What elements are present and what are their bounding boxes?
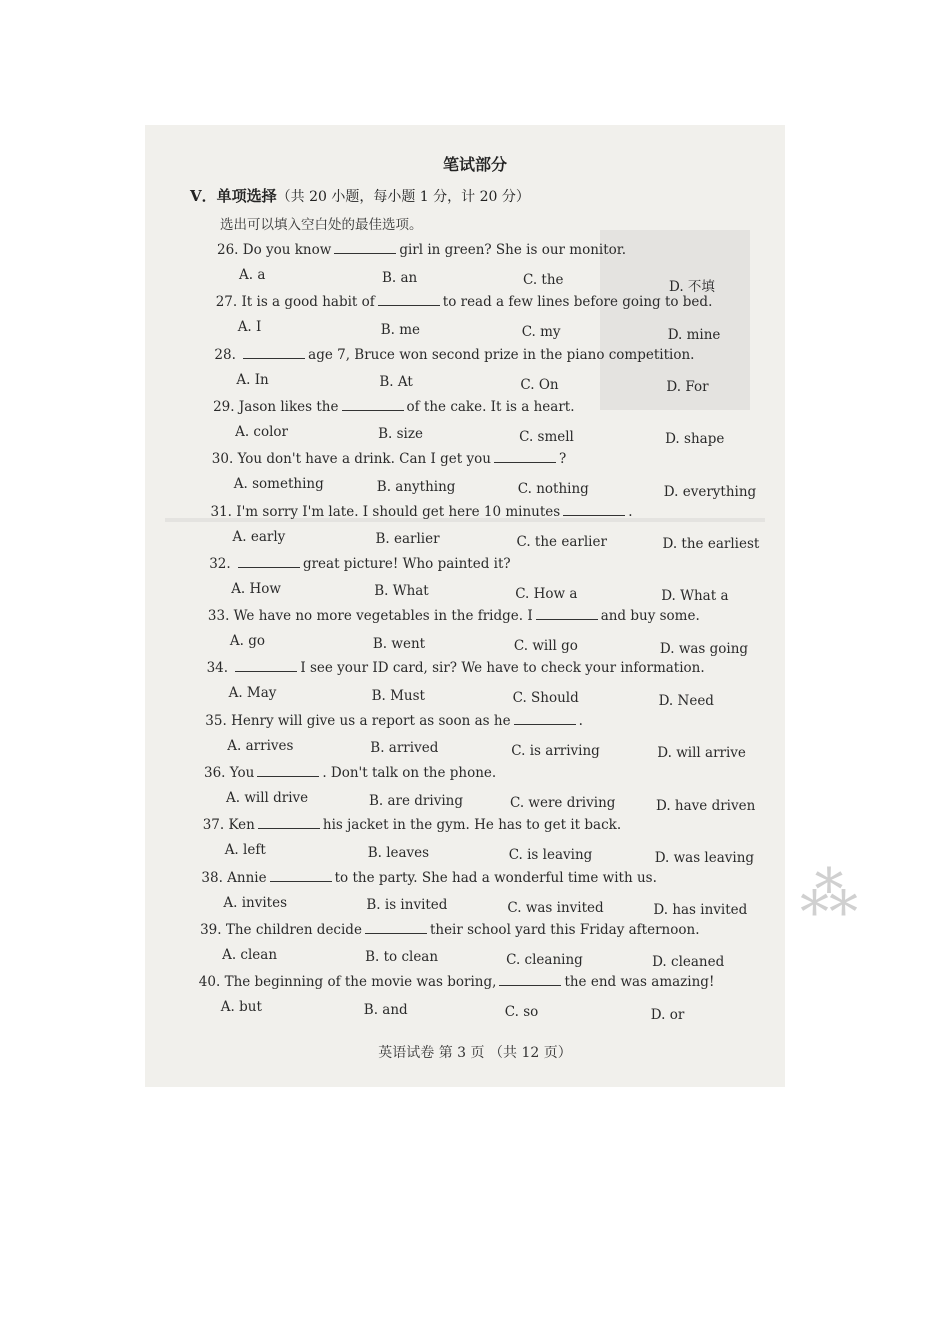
answer-option: D. 不填: [669, 278, 715, 295]
answer-option: D. For: [666, 379, 709, 396]
answer-option: B. is invited: [366, 897, 448, 914]
question-stem: [201, 870, 656, 886]
question-text-after: to read a few lines before going to bed.: [442, 294, 713, 311]
answer-blank: [342, 400, 404, 411]
question-number: 35.: [205, 712, 232, 729]
answer-option: A. but: [220, 999, 262, 1016]
question-text-after: his jacket in the gym. He has to get it back.: [322, 817, 622, 834]
answer-option: C. were driving: [510, 795, 616, 811]
answer-option: D. the earliest: [662, 536, 760, 552]
section-heading-detail: （共 20 小题，每小题 1 分，计 20 分）: [276, 189, 530, 205]
answer-option: B. an: [382, 269, 418, 286]
answer-option: C. is arriving: [511, 742, 600, 759]
question-stem: [200, 922, 699, 938]
question-text-before: Annie: [227, 869, 267, 886]
question-number: 37.: [202, 817, 229, 834]
answer-option: B. leaves: [367, 844, 430, 861]
answer-option: A. arrives: [227, 737, 294, 754]
answer-blank: [563, 505, 625, 516]
answer-blank: [243, 348, 305, 359]
answer-option: D. What a: [661, 588, 729, 605]
answer-option: C. nothing: [517, 481, 589, 498]
question-number: 27.: [215, 294, 242, 311]
question-text-after: girl in green? She is our monitor.: [399, 242, 627, 258]
answer-option: D. was going: [659, 640, 749, 657]
answer-option: D. was leaving: [654, 849, 755, 866]
question-stem: [214, 347, 694, 363]
answer-option: A. clean: [222, 946, 278, 963]
answer-blank: [257, 766, 319, 777]
answer-option: D. cleaned: [652, 954, 725, 971]
answer-blank: [365, 923, 427, 934]
section-heading-label: V．单项选择: [190, 187, 277, 205]
question-number: 40.: [198, 974, 225, 991]
question-text-after: to the party. She had a wonderful time with us.: [334, 869, 657, 886]
page-footer: 英语试卷 第 3 页 （共 12 页）: [378, 1045, 572, 1061]
answer-option: B. size: [378, 426, 423, 443]
section-instruction: 选出可以填入空白处的最佳选项。: [220, 217, 423, 233]
question-number: 28.: [214, 346, 241, 363]
answer-option: C. Should: [512, 690, 579, 707]
question-number: 31.: [210, 503, 237, 520]
answer-option: A. color: [235, 423, 289, 440]
answer-option: A. In: [236, 371, 269, 388]
question-text-after: great picture! Who painted it?: [302, 555, 511, 572]
question-number: 33.: [207, 608, 234, 625]
question-text-after: the end was amazing!: [564, 974, 715, 991]
question-stem: [217, 242, 626, 258]
answer-option: A. go: [229, 633, 265, 650]
answer-option: C. smell: [519, 428, 574, 445]
answer-option: B. went: [372, 635, 426, 652]
question-number: 34.: [206, 660, 233, 677]
answer-option: A. How: [231, 580, 281, 597]
question-number: 38.: [201, 869, 228, 886]
question-text-before: Ken: [228, 817, 255, 834]
question-stem: [208, 608, 700, 624]
answer-blank: [536, 609, 598, 620]
question-number: 29.: [213, 398, 239, 415]
answer-option: D. shape: [665, 431, 725, 448]
answer-blank: [270, 871, 332, 882]
answer-option: B. to clean: [365, 949, 439, 966]
answer-option: A. May: [228, 685, 277, 702]
answer-option: C. How a: [515, 585, 578, 602]
answer-option: B. At: [379, 374, 413, 391]
question-stem: [204, 765, 496, 781]
question-text-after: .: [628, 503, 633, 520]
question-text-before: Jason likes the: [238, 398, 339, 415]
question-number: 39.: [200, 921, 226, 938]
question-text-before: The children decide: [225, 921, 362, 938]
question-text-after: and buy some.: [600, 608, 700, 625]
answer-option: A. left: [224, 842, 266, 859]
answer-blank: [334, 243, 396, 254]
answer-option: B. earlier: [375, 531, 440, 547]
question-stem: [211, 504, 633, 520]
question-number: 32.: [209, 555, 235, 572]
question-text-after: their school yard this Friday afternoon.: [429, 921, 700, 938]
question-text-after: . Don't talk on the phone.: [322, 765, 497, 781]
answer-option: A. I: [237, 319, 262, 336]
answer-option: C. will go: [513, 638, 578, 655]
question-stem: [203, 817, 621, 833]
answer-blank: [514, 714, 576, 725]
answer-option: B. are driving: [369, 792, 463, 809]
question-stem: [213, 399, 574, 415]
watermark-stamp: ⁂: [800, 860, 858, 928]
question-text-before: You: [229, 765, 255, 781]
section-heading: [190, 185, 530, 206]
answer-option: D. Need: [658, 692, 714, 709]
question-stem: [212, 451, 566, 467]
answer-option: A. early: [232, 528, 286, 545]
answer-option: C. my: [521, 324, 561, 341]
answer-blank: [235, 661, 297, 672]
question-stem: [216, 294, 713, 310]
answer-option: B. arrived: [370, 740, 439, 757]
answer-option: B. me: [380, 321, 420, 338]
question-text-before: We have no more vegetables in the fridge. I: [233, 608, 533, 625]
answer-option: C. cleaning: [506, 951, 583, 968]
answer-option: C. so: [504, 1004, 539, 1021]
answer-option: D. have driven: [656, 797, 756, 814]
answer-option: C. is leaving: [508, 847, 593, 864]
question-text-before: You don't have a drink. Can I get you: [237, 451, 491, 468]
answer-option: B. Must: [371, 687, 425, 704]
answer-option: A. invites: [223, 894, 288, 911]
question-stem: [209, 556, 510, 572]
question-number: 30.: [211, 451, 238, 468]
question-stem: [207, 660, 705, 676]
question-text-before: Henry will give us a report as soon as he: [231, 712, 511, 729]
page-title: 笔试部分: [442, 155, 507, 174]
question-text-after: of the cake. It is a heart.: [406, 398, 575, 415]
answer-blank: [378, 295, 440, 306]
question-number: 26.: [217, 242, 243, 258]
answer-option: C. was invited: [507, 899, 604, 916]
question-text-before: I'm sorry I'm late. I should get here 10 minutes: [236, 503, 561, 520]
answer-option: C. the earlier: [516, 533, 607, 550]
question-text-before: Do you know: [242, 242, 332, 258]
question-text-after: ?: [558, 451, 567, 468]
answer-blank: [238, 557, 300, 568]
answer-option: A. something: [233, 476, 324, 493]
answer-option: A. a: [239, 267, 266, 283]
answer-option: B. anything: [376, 478, 456, 495]
answer-option: A. will drive: [226, 790, 309, 806]
answer-option: C. On: [520, 376, 559, 393]
answer-option: B. What: [374, 583, 429, 600]
answer-option: D. or: [650, 1006, 685, 1023]
answer-option: D. will arrive: [657, 745, 746, 762]
question-stem: [205, 713, 583, 729]
question-text-after: age 7, Bruce won second prize in the piano competition.: [308, 346, 695, 363]
question-number: 36.: [204, 765, 230, 781]
question-text-after: I see your ID card, sir? We have to check your information.: [300, 660, 705, 677]
answer-option: C. the: [523, 272, 564, 288]
answer-option: D. has invited: [653, 902, 748, 919]
answer-blank: [499, 975, 561, 986]
question-text-after: .: [578, 712, 583, 729]
answer-option: D. mine: [667, 326, 721, 343]
question-text-before: The beginning of the movie was boring,: [224, 974, 497, 991]
answer-blank: [258, 818, 320, 829]
question-text-before: It is a good habit of: [241, 294, 375, 311]
answer-option: B. and: [363, 1001, 408, 1018]
answer-blank: [494, 452, 556, 463]
answer-option: D. everything: [663, 483, 757, 500]
question-stem: [199, 974, 715, 990]
